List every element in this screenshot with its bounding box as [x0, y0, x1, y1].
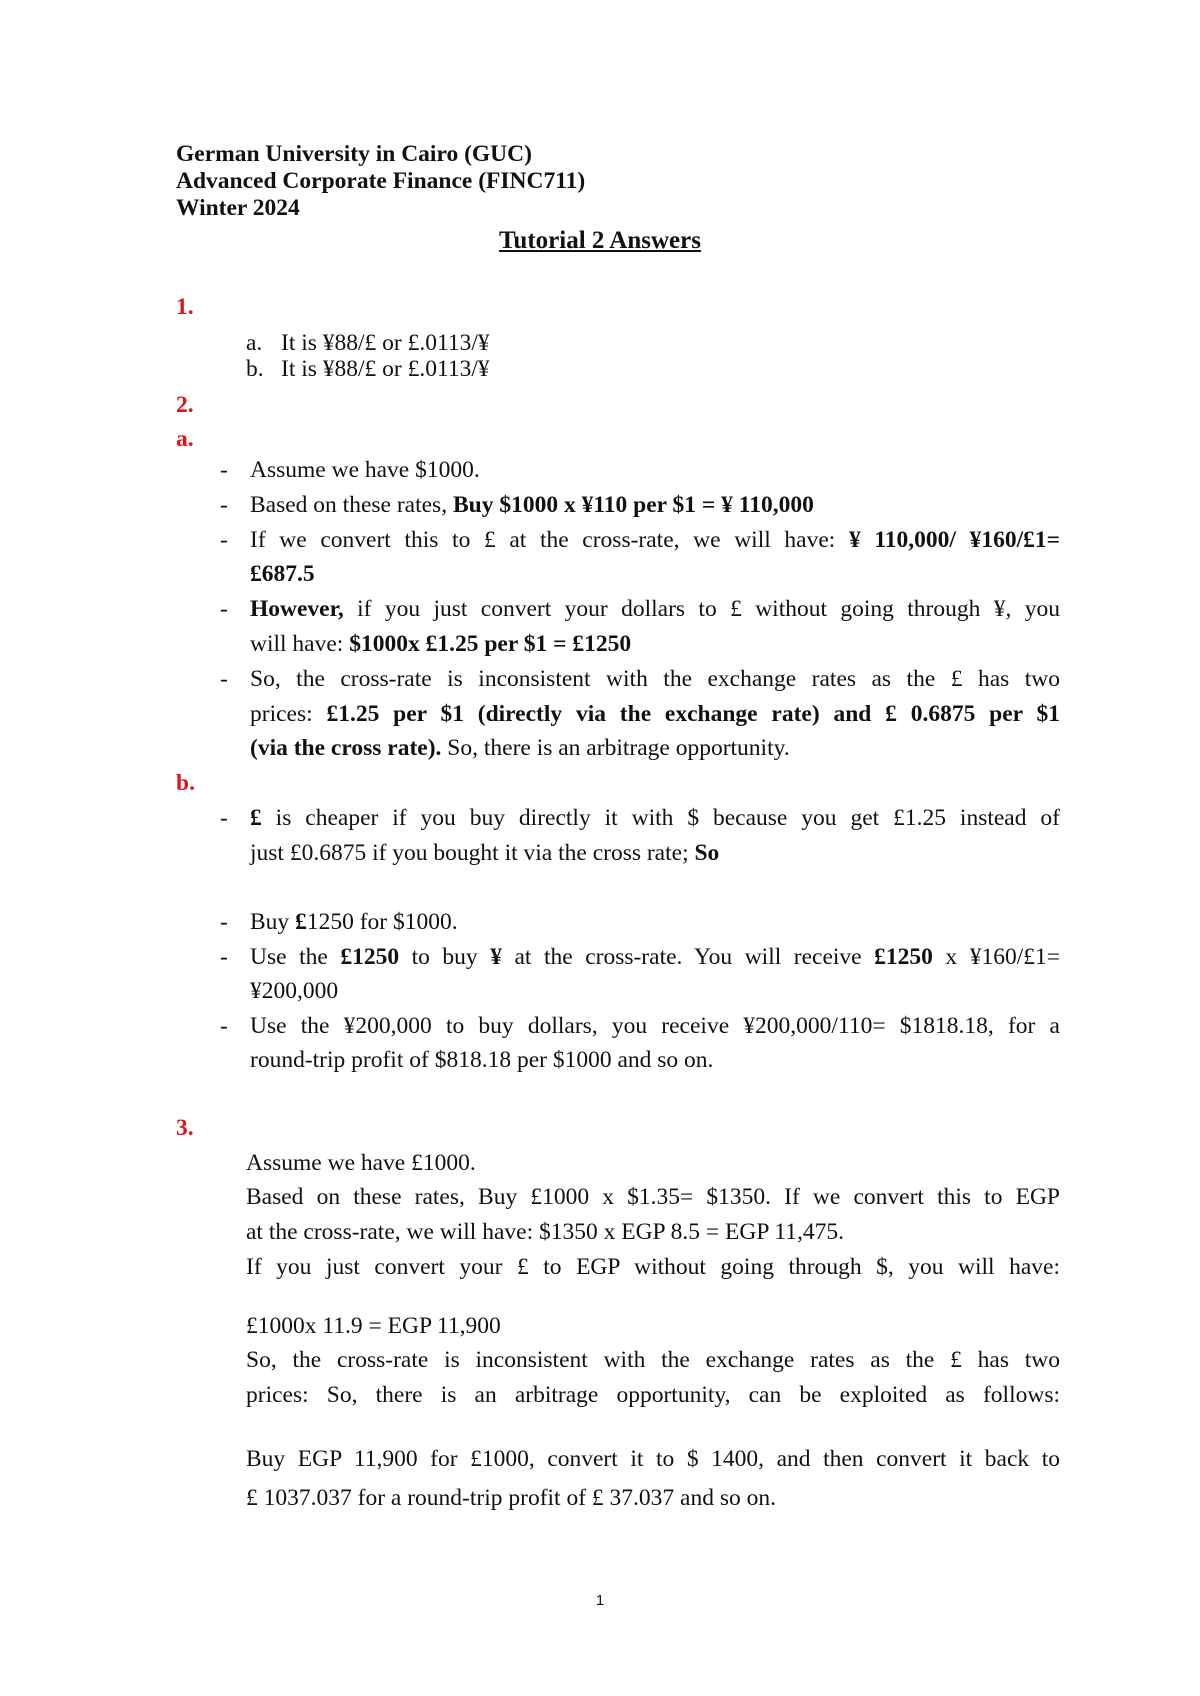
bullet-dash: - [220, 666, 228, 692]
q2b-bullet-1-line-2: just £0.6875 if you bought it via the cross rate; So [250, 840, 720, 866]
q2b-bullet-3-line-2: ¥200,000 [250, 978, 339, 1004]
q3-line-2: Based on these rates, Buy £1000 x $1.35= $1350. If we convert this to EGP [246, 1184, 1060, 1210]
q3-line-8: Buy EGP 11,900 for £1000, convert it to $ 1400, and then convert it back to [246, 1446, 1060, 1472]
q2a-bullet-5-line-1: So, the cross-rate is inconsistent with the exchange rates as the £ has two [250, 666, 1060, 692]
q2b-bullet-4-line-2: round-trip profit of $818.18 per $1000 and so on. [250, 1047, 714, 1073]
question-1-number: 1. [176, 294, 194, 320]
bullet-dash: - [220, 944, 228, 970]
q2a-bullet-1: Assume we have $1000. [250, 457, 480, 483]
q3-line-9: £ 1037.037 for a round-trip profit of £ 37.037 and so on. [246, 1485, 776, 1511]
q3-line-4: If you just convert your £ to EGP without going through $, you will have: [246, 1254, 1060, 1280]
q3-line-5: £1000x 11.9 = EGP 11,900 [246, 1313, 501, 1339]
bullet-dash: - [220, 492, 228, 518]
bullet-dash: - [220, 805, 228, 831]
q1-a-label: a. [246, 330, 263, 356]
q2b-bullet-4-line-1: Use the ¥200,000 to buy dollars, you receive ¥200,000/110= $1818.18, for a [250, 1013, 1060, 1039]
page-title: Tutorial 2 Answers [499, 227, 701, 254]
page-number: 1 [595, 1592, 605, 1609]
q2a-bullet-4-line-1: However, if you just convert your dollars to £ without going through ¥, you [250, 596, 1060, 622]
q2-a-label: a. [176, 426, 194, 452]
q2a-bullet-3-line-1: If we convert this to £ at the cross-rate, we will have: ¥ 110,000/ ¥160/£1= [250, 527, 1060, 553]
university-name: German University in Cairo (GUC) [176, 141, 532, 167]
q2b-bullet-3-line-1: Use the £1250 to buy ¥ at the cross-rate. You will receive £1250 x ¥160/£1= [250, 944, 1060, 970]
q1-a-answer: It is ¥88/£ or £.0113/¥ [281, 330, 490, 356]
bullet-dash: - [220, 596, 228, 622]
q3-line-1: Assume we have £1000. [246, 1150, 476, 1176]
q2b-bullet-2: Buy £1250 for $1000. [250, 909, 458, 935]
bullet-dash: - [220, 1013, 228, 1039]
q2b-bullet-1-line-1: £ is cheaper if you buy directly it with $ because you get £1.25 instead of [250, 805, 1060, 831]
q2a-bullet-3-line-2: £687.5 [250, 561, 315, 587]
q2-b-label: b. [176, 770, 195, 796]
q3-line-7: prices: So, there is an arbitrage opportunity, can be exploited as follows: [246, 1382, 1060, 1408]
term: Winter 2024 [176, 195, 300, 221]
q3-line-3: at the cross-rate, we will have: $1350 x EGP 8.5 = EGP 11,475. [246, 1219, 845, 1245]
bullet-dash: - [220, 527, 228, 553]
q2a-bullet-5-line-2: prices: £1.25 per $1 (directly via the exchange rate) and £ 0.6875 per $1 [250, 701, 1060, 727]
course-name: Advanced Corporate Finance (FINC711) [176, 168, 586, 194]
q2a-bullet-2: Based on these rates, Buy $1000 x ¥110 per $1 = ¥ 110,000 [250, 492, 814, 518]
question-2-number: 2. [176, 392, 194, 418]
question-3-number: 3. [176, 1115, 194, 1141]
bullet-dash: - [220, 457, 228, 483]
q3-line-6: So, the cross-rate is inconsistent with the exchange rates as the £ has two [246, 1347, 1060, 1373]
q1-b-answer: It is ¥88/£ or £.0113/¥ [281, 356, 490, 382]
bullet-dash: - [220, 909, 228, 935]
q2a-bullet-5-line-3: (via the cross rate). So, there is an arbitrage opportunity. [250, 735, 790, 761]
q2a-bullet-4-line-2: will have: $1000x £1.25 per $1 = £1250 [250, 631, 632, 657]
q1-b-label: b. [246, 356, 264, 382]
